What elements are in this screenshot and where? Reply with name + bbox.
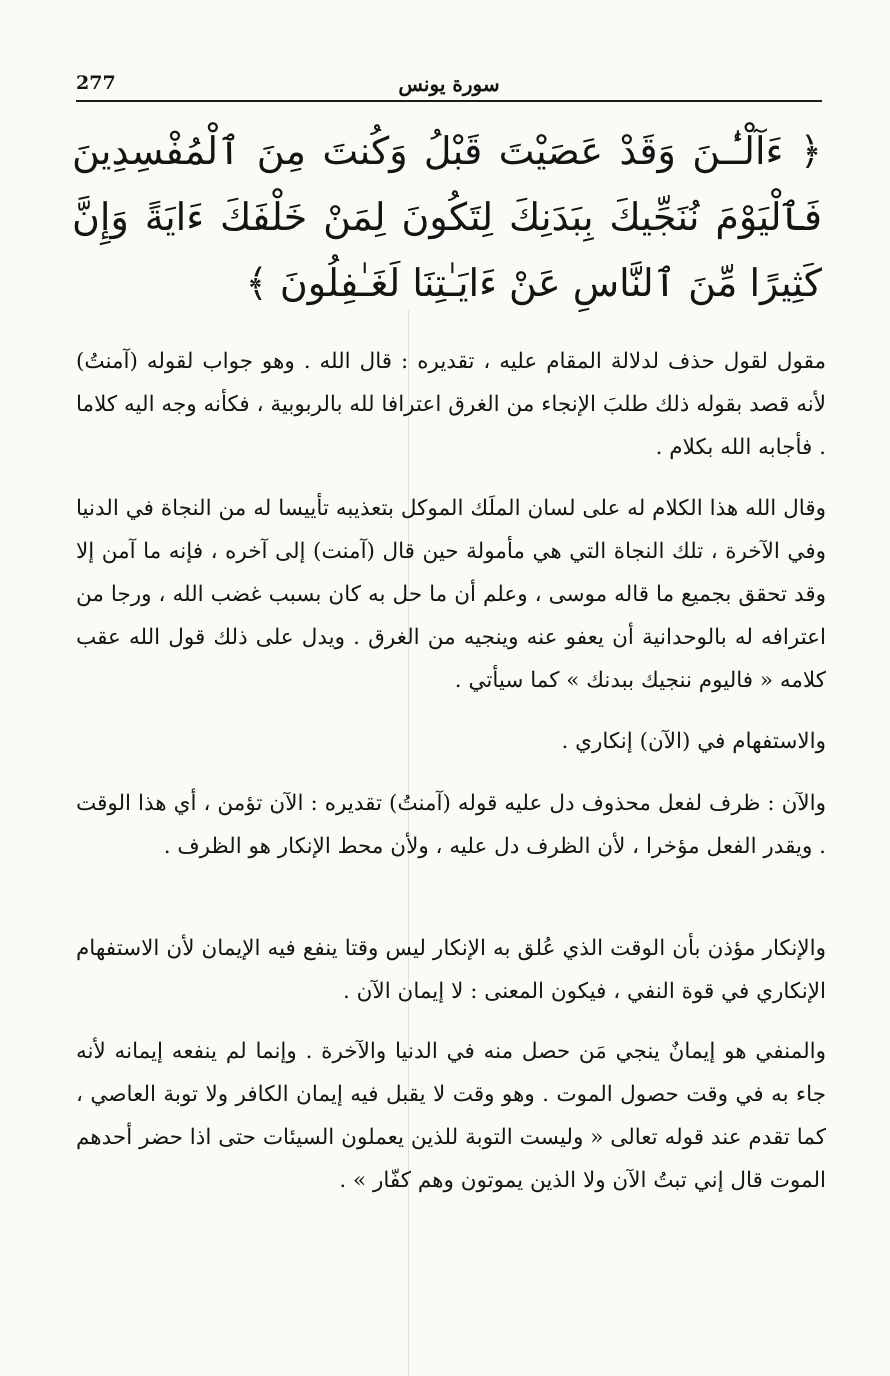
paragraph-6: والمنفي هو إيمانٌ ينجي مَن حصل منه في الدنيا والآخرة . وإنما لم ينفعه إيمانه لأنه جاء به في وقت حصول الموت . وهو وقت لا يقبل فيه إيمان الكافر ولا توبة العاصي ، كما تقدم عند قوله تعالى « وليست التوبة للذين يعملون السيئات حتى اذا حضر أحدهم الموت قال إني تبتُ الآن ولا الذين يموتون وهم كفّار » . [76,1039,826,1193]
paragraph-3: والاستفهام في (الآن) إنكاري . [561,729,826,754]
quran-verse: ﴿ ءَآلْـٰٔـنَ وَقَدْ عَصَيْتَ قَبْلُ وَكُنتَ مِنَ ٱلْمُفْسِدِينَ فَٱلْيَوْمَ نُنَجِّيكَ بِبَدَنِكَ لِتَكُونَ لِمَنْ خَلْفَكَ ءَايَةً وَإِنَّ كَثِيرًا مِّنَ ٱلنَّاسِ عَنْ ءَايَـٰتِنَا لَغَـٰفِلُونَ ﴾ [72,129,822,305]
paragraph-5: والإنكار مؤذن بأن الوقت الذي عُلق به الإنكار ليس وقتا ينفع فيه الإيمان لأن الاستفهام الإنكاري في قوة النفي ، فيكون المعنى : لا إيمان الآن . [76,936,826,1004]
paragraph-4: والآن : ظرف لفعل محذوف دل عليه قوله (آمنتُ) تقديره : الآن تؤمن ، أي هذا الوقت . ويقدر الفعل مؤخرا ، لأن الظرف دل عليه ، ولأن محط الإنكار هو الظرف . [76,791,826,859]
surah-title: سورة يونس [398,72,500,96]
paragraph-1: مقول لقول حذف لدلالة المقام عليه ، تقديره : قال الله . وهو جواب لقوله (آمنتُ) لأنه قصد بقوله ذلك طلبَ الإنجاء من الغرق اعترافا لله بالربوبية ، فكأنه وجه اليه كلاما . فأجابه الله بكلام . [76,349,826,460]
page-number: 277 [76,72,116,94]
page-header [76,72,822,102]
paragraph-2: وقال الله هذا الكلام له على لسان الملَك الموكل بتعذيبه تأييسا له من النجاة في الدنيا وفي الآخرة ، تلك النجاة التي هي مأمولة حين قال (آمنت) إلى آخره ، فإنه ما آمن إلا وقد تحقق بجميع ما قاله موسى ، وعلم أن ما حل به كان بسبب غضب الله ، ورجا من اعترافه له بالوحدانية أن يعفو عنه وينجيه من الغرق . ويدل على ذلك قول الله عقب كلامه « فاليوم ننجيك ببدنك » كما سيأتي . [76,496,826,693]
